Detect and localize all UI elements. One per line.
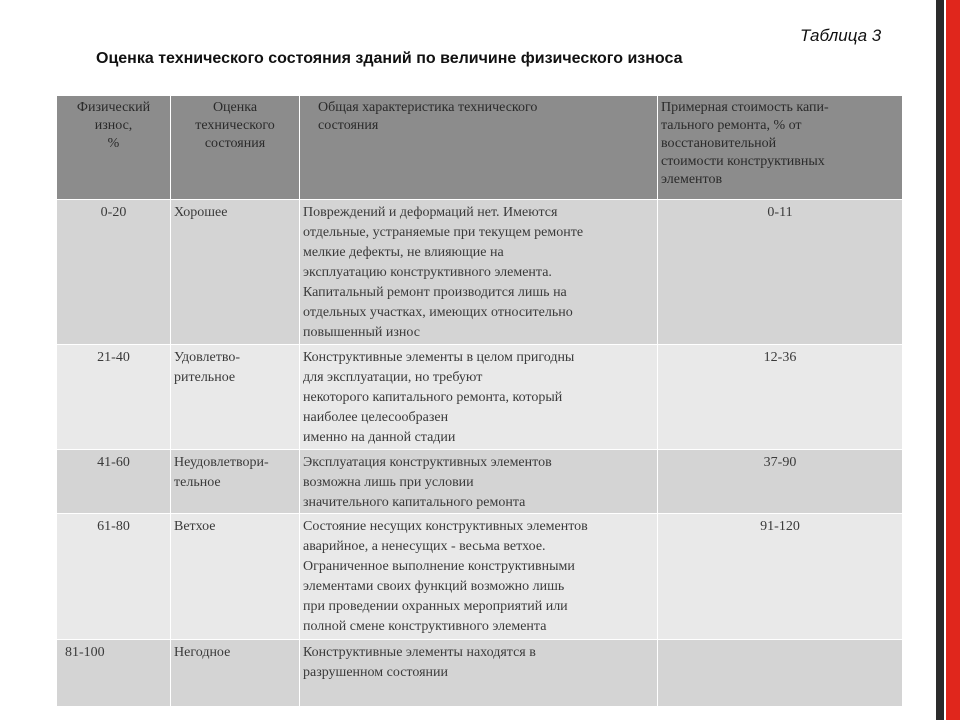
- header-repair-cost: Примерная стоимость капи- тального ремонта, % от восстановительной стоимости конструктивных элементов: [658, 96, 903, 200]
- description-cell: Состояние несущих конструктивных элементов аварийное, а ненесущих - весьма ветхое. Ограниченное выполнение конструктивными элементами своих функций возможно лишь при проведении охранных мероприятий или полной смене конструктивного элемента: [300, 514, 658, 640]
- table-row: [57, 345, 903, 450]
- condition-cell: Неудовлетвори- тельное: [171, 450, 300, 514]
- description-cell: Конструктивные элементы находятся в разрушенном состоянии: [300, 640, 658, 707]
- wear-assessment-table: [56, 95, 903, 707]
- condition-cell: Удовлетво- рительное: [171, 345, 300, 450]
- table-row: [57, 450, 903, 514]
- condition-cell: Негодное: [171, 640, 300, 707]
- repair-cost-cell: 91-120: [658, 514, 903, 640]
- repair-cost-cell: 0-11: [658, 200, 903, 345]
- page-title: Оценка технического состояния зданий по величине физического износа: [96, 50, 683, 67]
- description-cell: Эксплуатация конструктивных элементов возможна лишь при условии значительного капитального ремонта: [300, 450, 658, 514]
- repair-cost-cell: 12-36: [658, 345, 903, 450]
- side-stripe-dark: [936, 0, 944, 720]
- header-physical-wear: Физический износ, %: [57, 96, 171, 200]
- wear-range-cell: 0-20: [57, 200, 171, 345]
- table-header-row: [57, 96, 903, 200]
- table-number: Таблица 3: [800, 26, 882, 45]
- condition-cell: Ветхое: [171, 514, 300, 640]
- table-row: [57, 200, 903, 345]
- wear-range-cell: 41-60: [57, 450, 171, 514]
- table-row: [57, 514, 903, 640]
- repair-cost-cell: 37-90: [658, 450, 903, 514]
- repair-cost-cell: [658, 640, 903, 707]
- description-cell: Конструктивные элементы в целом пригодны для эксплуатации, но требуют некоторого капитального ремонта, который наиболее целесообразен именно на данной стадии: [300, 345, 658, 450]
- wear-range-cell: 21-40: [57, 345, 171, 450]
- description-cell: Повреждений и деформаций нет. Имеются отдельные, устраняемые при текущем ремонте мелкие дефекты, не влияющие на эксплуатацию конструктивного элемента. Капитальный ремонт производится лишь на отдельных участках, имеющих относительно повышенный износ: [300, 200, 658, 345]
- wear-range-cell: 61-80: [57, 514, 171, 640]
- header-condition-rating: Оценка технического состояния: [171, 96, 300, 200]
- wear-range-cell: 81-100: [57, 640, 171, 707]
- condition-cell: Хорошее: [171, 200, 300, 345]
- side-stripe-red: [946, 0, 960, 720]
- header-general-description: Общая характеристика технического состояния: [300, 96, 658, 200]
- table-row: [57, 640, 903, 707]
